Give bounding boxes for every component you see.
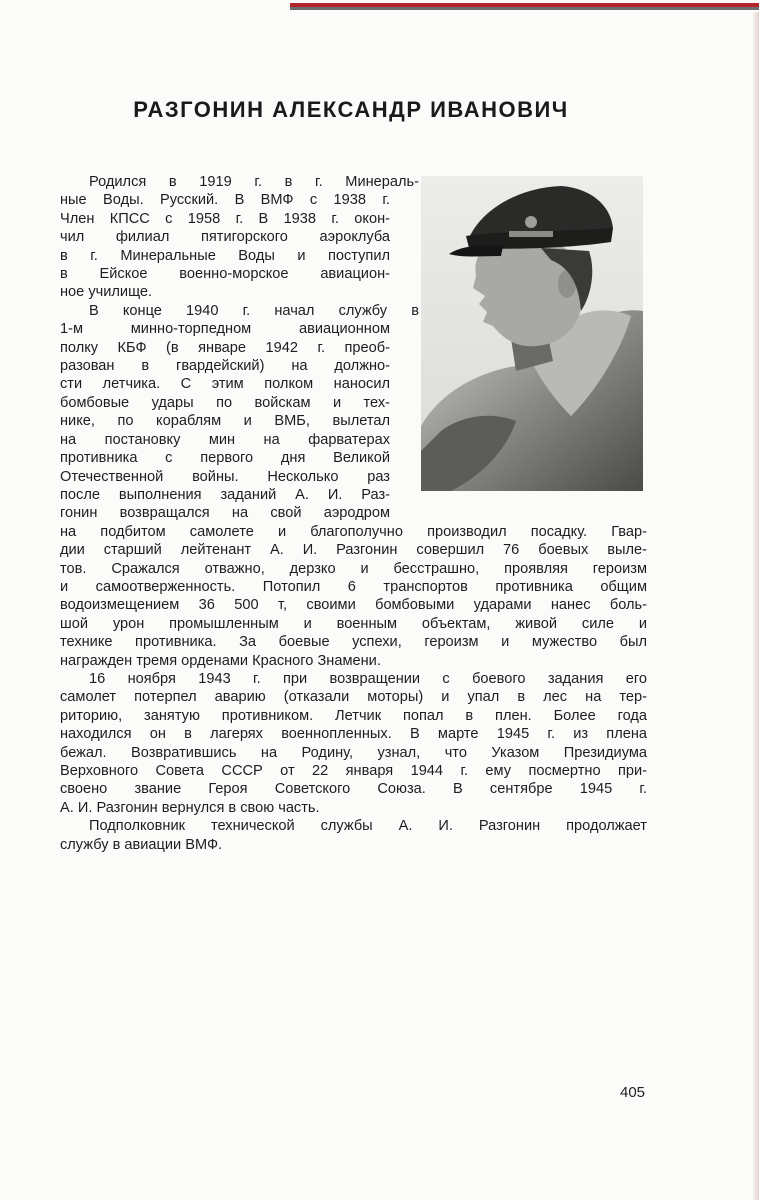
text-line: чил филиал пятигорского аэроклуба (60, 229, 390, 246)
text-line: находился он в лагерях военнопленных. В марте 1945 г. из плена (60, 726, 647, 743)
text-line: своено звание Героя Советского Союза. В сентябре 1945 г. (60, 781, 647, 798)
text-line: противника с первого дня Великой (60, 450, 390, 467)
text-line: бежал. Возвратившись на Родину, узнал, что Указом Президиума (60, 744, 647, 761)
text-line: 16 ноября 1943 г. при возвращении с боевого задания его (89, 670, 647, 687)
text-line: службу в авиации ВМФ. (60, 836, 223, 853)
text-line: А. И. Разгонин вернулся в свою часть. (60, 799, 320, 816)
text-line: награжден тремя орденами Красного Знамени. (60, 652, 381, 669)
text-line: гонин возвращался на свой аэродром (60, 505, 390, 522)
text-line: на постановку мин на фарватерах (60, 431, 390, 448)
page-edge (753, 12, 759, 1200)
text-line: дии старший лейтенант А. И. Разгонин совершил 76 боевых вылe- (60, 542, 647, 559)
page-title: РАЗГОНИН АЛЕКСАНДР ИВАНОВИЧ (133, 97, 569, 122)
top-band-shadow (290, 7, 759, 10)
text-line: сти летчика. С этим полком наносил (60, 376, 390, 393)
text-line: Отечественной войны. Несколько раз (60, 468, 390, 485)
text-line: ные Воды. Русский. В ВМФ с 1938 г. (60, 192, 390, 209)
biography-text (60, 173, 647, 854)
text-line: Член КПСС с 1958 г. В 1938 г. окон- (60, 210, 390, 227)
text-line: разован в гвардейский) на должно- (60, 358, 390, 375)
text-line: после выполнения заданий А. И. Раз- (60, 486, 390, 503)
text-line: ное училище. (60, 284, 153, 301)
text-line: Подполковник технической службы А. И. Разгонин продолжает (89, 818, 647, 835)
text-line: технике противника. За боевые успехи, героизм и мужество был (60, 634, 647, 651)
text-line: 1-м минно-торпедном авиационном (60, 321, 390, 338)
page-number: 405 (620, 1084, 646, 1101)
text-line: самолет потерпел аварию (отказали моторы) и упал в лес на тер- (60, 689, 647, 706)
text-line: водоизмещением 36 500 т, своими бомбовыми ударами нанес боль- (60, 597, 647, 614)
text-line: бомбовые удары по войскам и тех- (60, 394, 390, 411)
text-line: в Ейское военно-морское авиацион- (60, 266, 390, 283)
text-line: полку КБФ (в январе 1942 г. преоб- (60, 339, 390, 356)
text-line: риторию, занятую противником. Летчик попал в плен. Более года (60, 707, 647, 724)
text-line: и самоотверженность. Потопил 6 транспортов противника общим (60, 578, 647, 595)
text-line: на подбитом самолете и благополучно производил посадку. Гвар- (60, 523, 647, 540)
text-line: В конце 1940 г. начал службу в (89, 302, 419, 319)
text-line: шой урон промышленным и военным объектам, живой силе и (60, 615, 647, 632)
text-line: в г. Минеральные Воды и поступил (60, 247, 390, 264)
text-line: Верховного Совета СССР от 22 января 1944 г. ему посмертно при- (60, 763, 647, 779)
text-line: нике, по кораблям и ВМБ, вылетал (60, 413, 390, 430)
text-line: тов. Сражался отважно, дерзко и бесстрашно, проявляя героизм (60, 560, 647, 577)
text-line: Родился в 1919 г. в г. Минераль- (89, 174, 419, 190)
